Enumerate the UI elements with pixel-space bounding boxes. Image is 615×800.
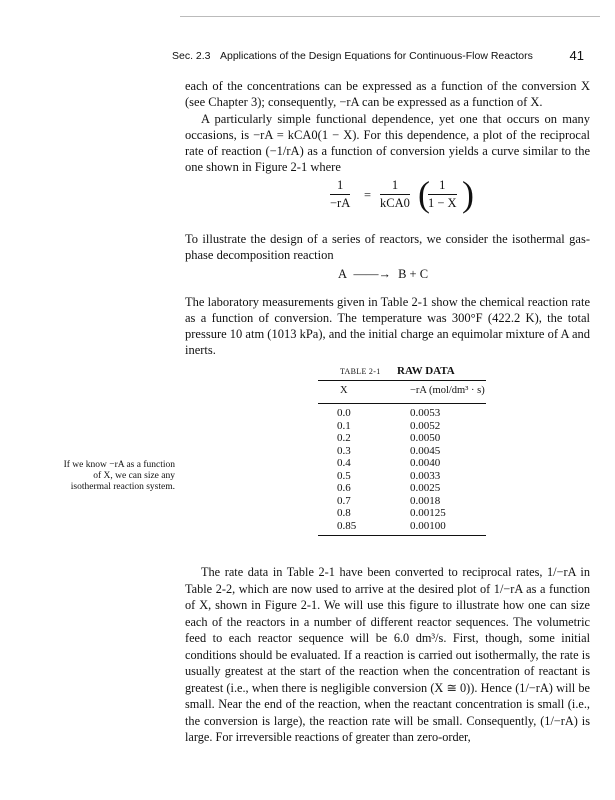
table-cell: 0.0053: [410, 407, 441, 419]
table-cell: 0.5: [337, 469, 351, 482]
table-caption: [340, 365, 490, 377]
rhs-fraction-2: [428, 178, 457, 211]
table-cell: 0.00125: [410, 507, 446, 519]
reciprocal-rate-equation: [330, 174, 474, 222]
table-cell: 0.0: [337, 407, 351, 419]
table-cell: 0.0052: [410, 419, 441, 432]
table-title: RAW DATA: [397, 365, 455, 377]
paragraph-5: The rate data in Table 2-1 have been converted to reciprocal rates, 1/−rA in Table 2-2, which are now used to arrive at the desired plot of 1/−rA as a function of X, shown in Figure 2-1. We will use this figure to illustrate how one can size each of the reactors in a number of different reactor sequences. The volumetric feed to each reactor sequence will be 6.0 dm³/s. First, though, some initial conditions should be evaluated. If a reaction is carried out isothermally, the rate is usually greatest at the start of the reaction when the concentration of reactant is greatest (i.e., when there is negligible conversion (X ≅ 0)). Hence (1/−rA) will be small. Near the end of the reaction, when the reactant concentration is small (i.e., the conversion is large), the reaction rate will be small. Consequently, (1/−rA) is large. For irreversible reactions of greater than zero-order,: [185, 565, 590, 744]
table-cell: 0.8: [337, 507, 351, 519]
paragraph-1: each of the concentrations can be expressed as a function of the conversion X (see Chapter 3); consequently, −rA can be expressed as a function of X.: [185, 79, 590, 109]
table-cell: 0.7: [337, 494, 351, 507]
reaction-equation: [338, 267, 428, 282]
rhs2-numerator: 1: [428, 178, 457, 195]
lhs-numerator: 1: [330, 178, 350, 195]
table-cell: 0.6: [337, 482, 351, 494]
rhs1-denominator: kCA0: [380, 196, 410, 210]
paragraph-3: To illustrate the design of a series of reactors, we consider the isothermal gas-phase decomposition reaction: [185, 232, 590, 262]
lhs-denominator: −rA: [330, 196, 351, 210]
table-top-rule: [318, 380, 486, 381]
top-rule: [180, 16, 600, 17]
lhs-fraction: [330, 178, 350, 211]
table-cell: 0.3: [337, 444, 351, 457]
col-x-header: X: [340, 385, 348, 396]
table-cell: 0.0025: [410, 482, 441, 494]
table-cell: 0.85: [337, 519, 357, 532]
reactant: A: [338, 267, 347, 281]
table-cell: 0.0040: [410, 457, 441, 469]
rhs1-numerator: 1: [380, 178, 410, 195]
right-paren: ): [462, 174, 474, 214]
table-cell: 0.0033: [410, 469, 441, 482]
products: B + C: [398, 267, 429, 281]
paragraph-2: A particularly simple functional dependence, yet one that occurs on many occasions, is −rA = kCA0(1 − X). For this dependence, a plot of the reciprocal rate of reaction (−1/rA) as a function of conversion yields a curve similar to the one shown in Figure 2-1 where: [185, 112, 590, 174]
table-cell: 0.0050: [410, 432, 441, 444]
paragraph-4: The laboratory measurements given in Table 2-1 show the chemical reaction rate as a function of conversion. The temperature was 300°F (422.2 K), the total pressure 10 atm (1013 kPa), and the initial charge an equimolar mixture of A and inerts.: [185, 295, 590, 357]
section-number: Sec. 2.3: [172, 50, 211, 62]
col-rate-values: [410, 407, 446, 532]
rhs-fraction-1: [380, 178, 410, 211]
running-title: Applications of the Design Equations for Continuous-Flow Reactors: [220, 50, 533, 62]
col-rate-header: −rA (mol/dm³ · s): [410, 385, 485, 396]
table-cell: 0.1: [337, 419, 351, 432]
reaction-arrow: ——→: [353, 267, 391, 281]
table-bottom-rule: [318, 535, 486, 536]
table-cell: 0.4: [337, 457, 351, 469]
table-label: TABLE 2-1: [340, 367, 381, 376]
page-number: 41: [569, 48, 584, 63]
col-x-values: [337, 407, 356, 532]
table-cell: 0.2: [337, 432, 351, 444]
table-cell: 0.00100: [410, 519, 446, 532]
rhs2-denominator: 1 − X: [428, 196, 457, 210]
page-header: [172, 50, 584, 66]
table-cell: 0.0018: [410, 494, 441, 507]
margin-note: If we know −rA as a function of X, we can size any isothermal reaction system.: [63, 460, 175, 492]
equals-sign: =: [364, 188, 372, 202]
table-cell: 0.0045: [410, 444, 441, 457]
left-paren: (: [418, 174, 430, 214]
table-header-rule: [318, 403, 486, 404]
